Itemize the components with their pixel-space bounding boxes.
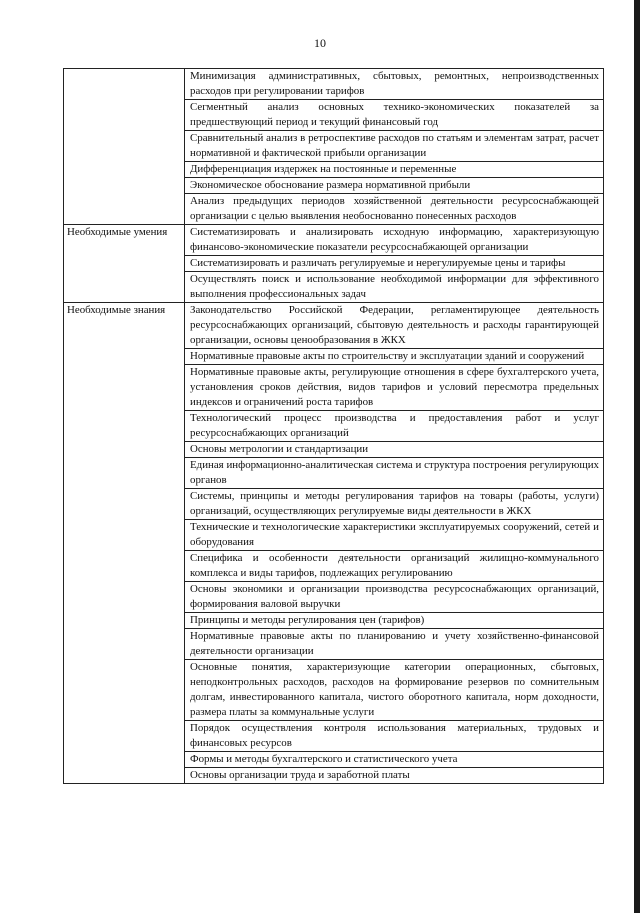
requirement-item: Сегментный анализ основных технико-экономических показателей за предшествующий период и текущий финансовый год bbox=[185, 100, 604, 131]
requirement-item: Нормативные правовые акты по строительству и эксплуатации зданий и сооружений bbox=[185, 349, 604, 365]
requirement-item: Анализ предыдущих периодов хозяйственной деятельности ресурсоснабжающей организации с целью выявления необоснованно понесенных расходов bbox=[185, 194, 604, 225]
requirement-item: Осуществлять поиск и использование необходимой информации для эффективного выполнения профессиональных задач bbox=[185, 272, 604, 303]
requirement-item: Систематизировать и различать регулируемые и нерегулируемые цены и тарифы bbox=[185, 256, 604, 272]
requirement-item: Систематизировать и анализировать исходную информацию, характеризующую финансово-экономические показатели ресурсоснабжающей организации bbox=[185, 225, 604, 256]
requirement-item: Основы экономики и организации производства ресурсоснабжающих организаций, формирования валовой выручки bbox=[185, 582, 604, 613]
table-row bbox=[64, 69, 604, 100]
requirement-item: Формы и методы бухгалтерского и статистического учета bbox=[185, 752, 604, 768]
section-label: Необходимые знания bbox=[64, 303, 185, 784]
requirements-table bbox=[63, 68, 604, 784]
section-label: Необходимые умения bbox=[64, 225, 185, 303]
table-row bbox=[64, 303, 604, 349]
requirement-item: Экономическое обоснование размера нормативной прибыли bbox=[185, 178, 604, 194]
requirement-item: Минимизация административных, сбытовых, ремонтных, непроизводственных расходов при регулировании тарифов bbox=[185, 69, 604, 100]
table-row bbox=[64, 225, 604, 256]
page-number: 10 bbox=[314, 36, 326, 50]
requirement-item: Основы организации труда и заработной платы bbox=[185, 768, 604, 784]
requirement-item: Специфика и особенности деятельности организаций жилищно-коммунального комплекса и виды тарифов, подлежащих регулированию bbox=[185, 551, 604, 582]
requirement-item: Принципы и методы регулирования цен (тарифов) bbox=[185, 613, 604, 629]
requirement-item: Порядок осуществления контроля использования материальных, трудовых и финансовых ресурсов bbox=[185, 721, 604, 752]
requirement-item: Технологический процесс производства и предоставления работ и услуг ресурсоснабжающих организаций bbox=[185, 411, 604, 442]
requirement-item: Законодательство Российской Федерации, регламентирующее деятельность ресурсоснабжающих организаций, сбытовую деятельность и расходы гарантирующей организации, основы ценообразования в ЖКХ bbox=[185, 303, 604, 349]
requirements-table-body bbox=[64, 69, 604, 784]
section-label bbox=[64, 69, 185, 225]
requirement-item: Сравнительный анализ в ретроспективе расходов по статьям и элементам затрат, расчет нормативной и фактической прибыли организации bbox=[185, 131, 604, 162]
requirement-item: Нормативные правовые акты, регулирующие отношения в сфере бухгалтерского учета, установления сроков действия, видов тарифов и условий пересмотра предельных индексов и ограничений роста тарифов bbox=[185, 365, 604, 411]
requirement-item: Нормативные правовые акты по планированию и учету хозяйственно-финансовой деятельности организации bbox=[185, 629, 604, 660]
requirement-item: Основы метрологии и стандартизации bbox=[185, 442, 604, 458]
requirement-item: Дифференциация издержек на постоянные и переменные bbox=[185, 162, 604, 178]
requirement-item: Основные понятия, характеризующие категории операционных, сбытовых, неподконтрольных расходов, расходов на формирование резервов по сомнительным долгам, инвестированного капитала, чистого оборотного капитала, норм доходности, размера платы за коммунальные услуги bbox=[185, 660, 604, 721]
requirement-item: Единая информационно-аналитическая система и структура построения регулирующих органов bbox=[185, 458, 604, 489]
requirement-item: Системы, принципы и методы регулирования тарифов на товары (работы, услуги) организаций, осуществляющих регулируемые виды деятельности в ЖКХ bbox=[185, 489, 604, 520]
requirement-item: Технические и технологические характеристики эксплуатируемых сооружений, сетей и оборудования bbox=[185, 520, 604, 551]
